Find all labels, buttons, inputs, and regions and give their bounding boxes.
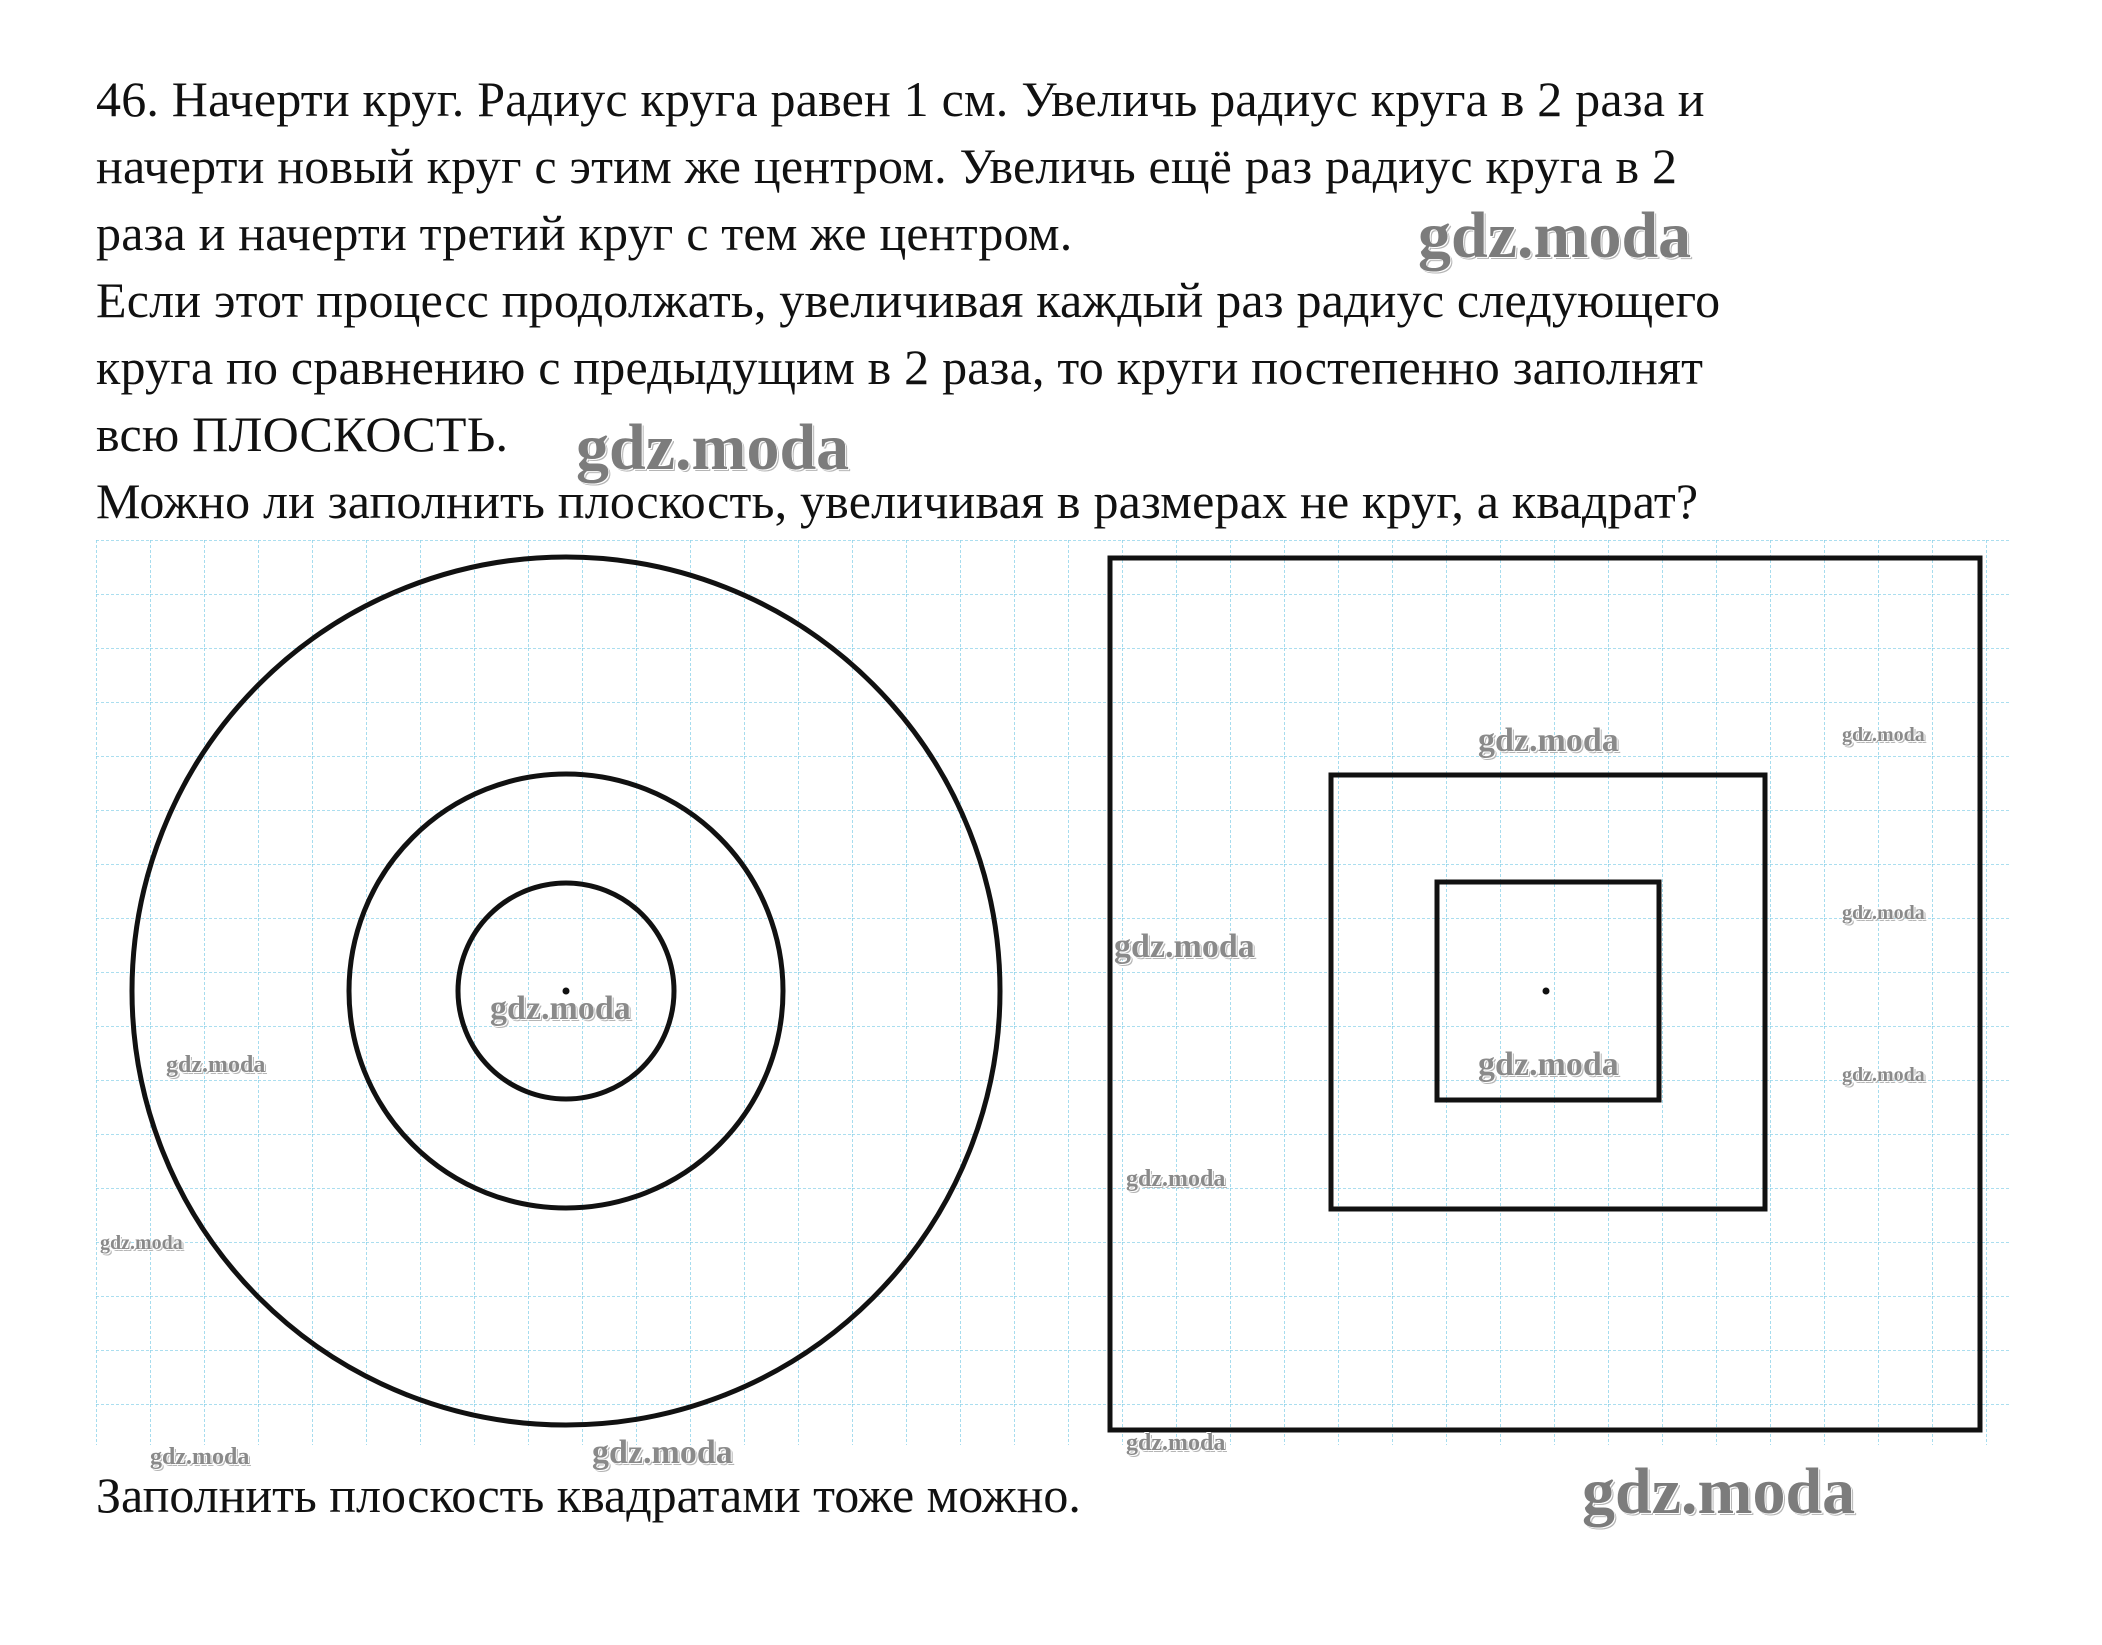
watermark: gdz.moda xyxy=(1842,724,1925,746)
answer-statement: Заполнить плоскость квадратами тоже можно. xyxy=(96,1467,1081,1523)
watermark: gdz.moda xyxy=(592,1434,733,1471)
square-center-point xyxy=(1543,988,1550,995)
problem-line-3: раза и начерти третий круг с тем же центром. xyxy=(96,205,1073,261)
watermark: gdz.moda xyxy=(166,1052,266,1078)
watermark: gdz.moda xyxy=(1582,1455,1856,1528)
problem-line-4: Если этот процесс продолжать, увеличивая каждый раз радиус следующего xyxy=(96,272,1721,328)
watermark: gdz.moda xyxy=(100,1232,183,1254)
problem-line-5: круга по сравнению с предыдущим в 2 раза, то круги постепенно заполнят xyxy=(96,339,1704,395)
problem-line-7: Можно ли заполнить плоскость, увеличивая в размерах не круг, а квадрат? xyxy=(96,473,1699,529)
watermark: gdz.moda xyxy=(490,990,631,1027)
watermark: gdz.moda xyxy=(576,411,850,484)
watermark: gdz.moda xyxy=(1842,902,1925,924)
graph-paper-grid xyxy=(96,540,2011,1445)
watermark: gdz.moda xyxy=(150,1444,250,1470)
watermark: gdz.moda xyxy=(1126,1430,1226,1456)
watermark: gdz.moda xyxy=(1126,1166,1226,1192)
watermark: gdz.moda xyxy=(1478,1046,1619,1083)
watermark: gdz.moda xyxy=(1418,199,1692,272)
problem-line-1: 46. Начерти круг. Радиус круга равен 1 см. Увеличь радиус круга в 2 раза и xyxy=(96,71,1705,127)
problem-line-2: начерти новый круг с этим же центром. Увеличь ещё раз радиус круга в 2 xyxy=(96,138,1678,194)
watermark: gdz.moda xyxy=(1478,722,1619,759)
problem-line-6: всю ПЛОСКОСТЬ. xyxy=(96,406,509,462)
watermark: gdz.moda xyxy=(1842,1064,1925,1086)
watermark: gdz.moda xyxy=(1114,928,1255,965)
